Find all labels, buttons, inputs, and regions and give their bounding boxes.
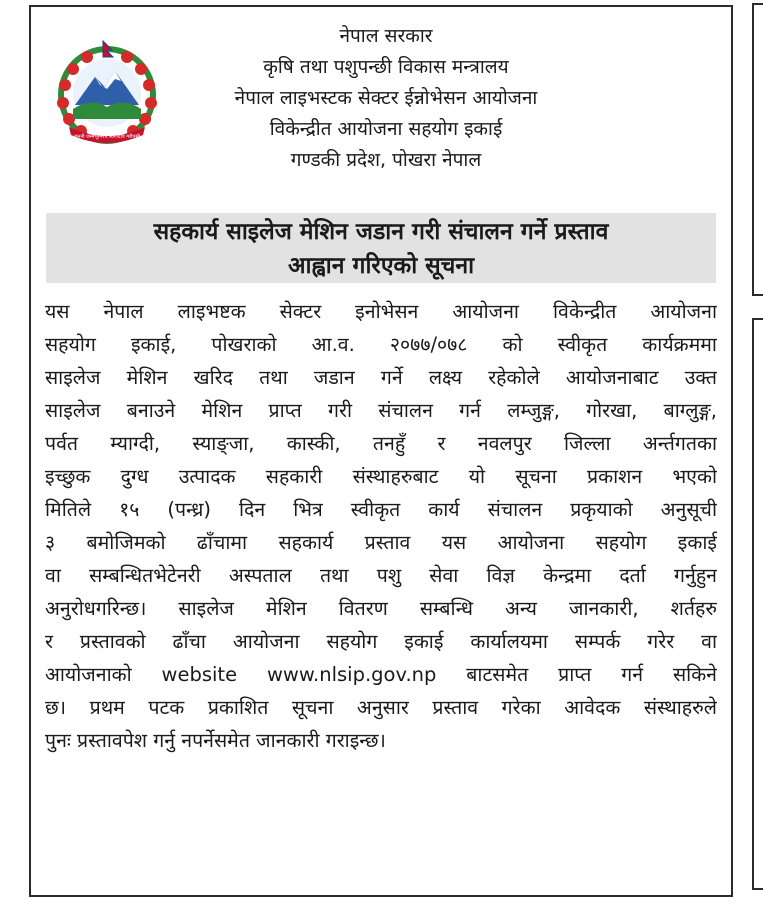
body-line: साइलेज बनाउने मेशिन प्राप्त गरी संचालन गर्न लम्जुङ्ग, गोरखा, बाग्लुङ्ग, xyxy=(45,399,717,422)
header-line-unit: विकेन्द्रीत आयोजना सहयोग इकाई xyxy=(269,118,503,140)
nepal-emblem-icon xyxy=(51,35,163,147)
header-line-government: नेपाल सरकार xyxy=(339,25,433,47)
header xyxy=(151,21,621,176)
body-line: मितिले १५ (पन्ध्र) दिन भित्र स्वीकृत कार्य संचालन प्रकृयाको अनुसूची xyxy=(45,498,717,521)
notice-title-line-1: सहकार्य साइलेज मेशिन जडान गरी संचालन गर्ने प्रस्ताव xyxy=(153,219,609,245)
body-line: साइलेज मेशिन खरिद तथा जडान गर्ने लक्ष्य रहेकोले आयोजनाबाट उक्त xyxy=(45,366,717,389)
body-line: इच्छुक दुग्ध उत्पादक सहकारी संस्थाहरुबाट यो सूचना प्रकाशन भएको xyxy=(45,465,717,488)
body-line: वा सम्बन्धितभेटेनरी अस्पताल तथा पशु सेवा विज्ञ केन्द्रमा दर्ता गर्नुहुन xyxy=(45,564,717,587)
notice-body xyxy=(45,295,717,757)
body-line: ३ बमोजिमको ढाँचामा सहकार्य प्रस्ताव यस आयोजना सहयोग इकाई xyxy=(45,531,717,554)
body-line: छ। प्रथम पटक प्रकाशित सूचना अनुसार प्रस्ताव गरेका आवेदक संस्थाहरुले xyxy=(45,696,717,719)
body-line: पर्वत म्याग्दी, स्याङ्जा, कास्की, तनहुँ र नवलपुर जिल्ला अर्न्तगतका xyxy=(45,432,717,455)
body-line: यस नेपाल लाइभष्टक सेक्टर इनोभेसन आयोजना विकेन्द्रीत आयोजना xyxy=(45,300,717,323)
adjacent-notice-bottom xyxy=(752,318,763,890)
body-line: अनुरोधगरिन्छ। साइलेज मेशिन वितरण सम्बन्धि अन्य जानकारी, शर्तहरु xyxy=(45,597,717,620)
notice-card xyxy=(29,5,733,897)
body-line: र प्रस्तावको ढाँचा आयोजना सहयोग इकाई कार्यालयमा सम्पर्क गरेर वा xyxy=(45,630,717,653)
notice-title xyxy=(46,213,716,283)
body-line: आयोजनाको website www.nlsip.gov.np बाटसमेत प्राप्त गर्न सकिने xyxy=(45,663,717,686)
emblem-motto: जननी जन्मभूमिश्च स्वर्गादपि गरीयसी xyxy=(73,134,141,140)
header-line-address: गण्डकी प्रदेश, पोखरा नेपाल xyxy=(290,149,482,171)
header-line-ministry: कृषि तथा पशुपन्छी विकास मन्त्रालय xyxy=(263,56,509,78)
body-line: सहयोग इकाई, पोखराको आ.व. २०७७/०७८ को स्वीकृत कार्यक्रममा xyxy=(45,333,717,356)
notice-title-line-2: आह्वान गरिएको सूचना xyxy=(287,253,475,279)
body-line: पुनः प्रस्तावपेश गर्नु नपर्नेसमेत जानकारी गराइन्छ। xyxy=(45,729,386,752)
adjacent-notice-top xyxy=(752,3,763,296)
header-line-project: नेपाल लाइभस्टक सेक्टर ईन्नोभेसन आयोजना xyxy=(234,87,538,109)
